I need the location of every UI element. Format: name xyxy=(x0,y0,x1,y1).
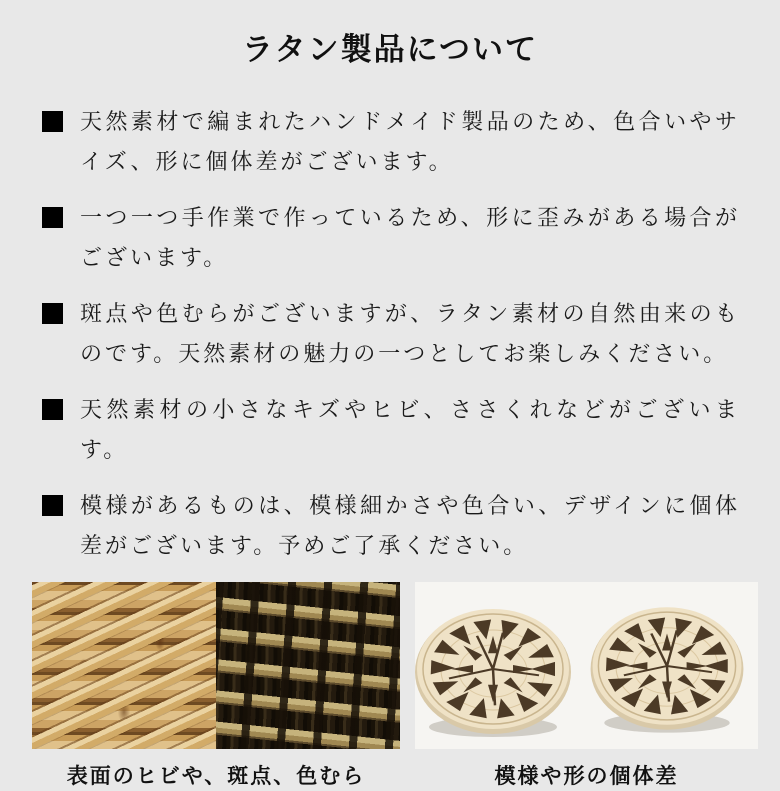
list-item xyxy=(42,486,740,566)
note-text: 天然素材の小さなキズやヒビ、ささくれなどがございます。 xyxy=(80,397,740,462)
plates-illustration xyxy=(415,582,758,749)
page-title: ラタン製品について xyxy=(241,32,539,67)
note-text: 一つ一つ手作業で作っているため、形に歪みがある場合がございます。 xyxy=(80,205,740,270)
list-item xyxy=(42,390,740,470)
plates-caption: 模様や形の個体差 xyxy=(494,765,679,788)
note-text: 天然素材で編まれたハンドメイド製品のため、色合いやサイズ、形に個体差がございます。 xyxy=(80,109,740,174)
list-item xyxy=(42,198,740,278)
figures-row xyxy=(32,582,758,791)
square-bullet-icon xyxy=(42,303,63,324)
square-bullet-icon xyxy=(42,111,63,132)
note-text: 斑点や色むらがございますが、ラタン素材の自然由来のものです。天然素材の魅力の一つとしてお楽しみください。 xyxy=(80,301,740,366)
list-item xyxy=(42,102,740,182)
list-item xyxy=(42,294,740,374)
plates-figure xyxy=(415,582,758,791)
square-bullet-icon xyxy=(42,399,63,420)
square-bullet-icon xyxy=(42,495,63,516)
dark-rattan-weave-image xyxy=(216,582,400,749)
patterned-plates-image xyxy=(415,582,758,749)
texture-caption: 表面のヒビや、斑点、色むら xyxy=(66,765,366,788)
notes-list xyxy=(0,102,780,566)
note-text: 模様があるものは、模様細かさや色合い、デザインに個体差がございます。予めご了承ください。 xyxy=(80,493,740,558)
square-bullet-icon xyxy=(42,207,63,228)
texture-figure xyxy=(32,582,400,791)
light-rattan-weave-image xyxy=(32,582,216,749)
rattan-texture-image xyxy=(32,582,400,749)
